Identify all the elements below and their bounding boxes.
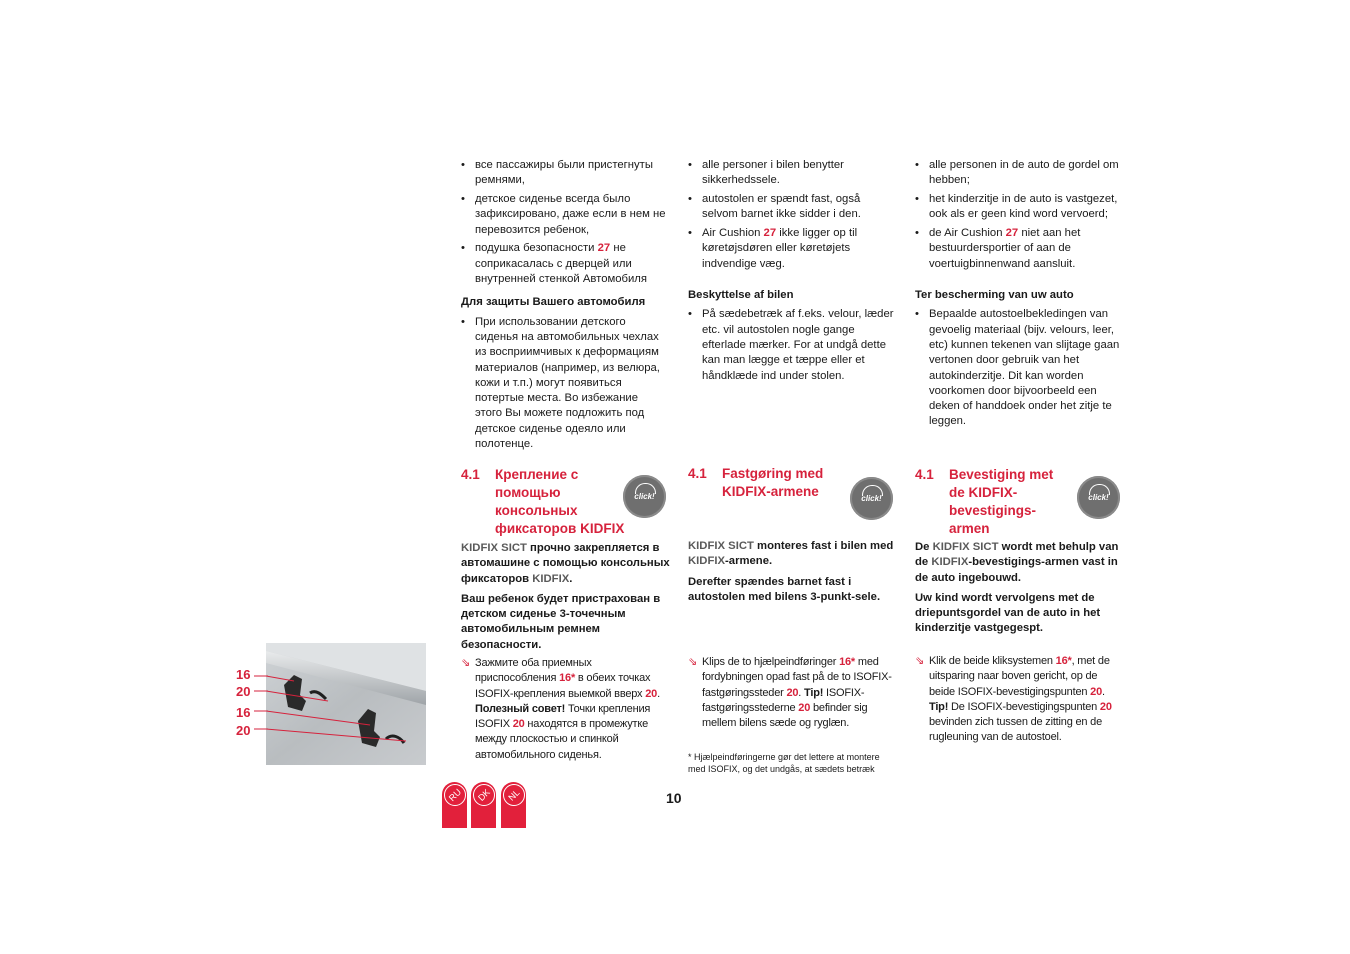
list-item: • Air Cushion 27 ikke ligger op til køretøjsdøren eller køretøjets indvendige væg. — [688, 226, 894, 272]
paragraph: KIDFIX SICT monteres fast i bilen med KIDFIX-armene. — [688, 540, 894, 568]
ru-protect-list — [461, 315, 667, 453]
isofix-photo — [266, 643, 426, 765]
callout-label-16-b: 16 — [236, 705, 251, 720]
list-item: • При использовании детского сиденья на автомобильных чехлах из восприимчивых к деформациям материалов (например, из велюра, кожи и т.п.) могут появиться потертые места. Во избежание этого Вы можете подложить под детское сиденье одеяло или полотенце. — [461, 315, 667, 453]
paragraph: Derefter spændes barnet fast i autostolen med bilens 3-punkt-sele. — [688, 575, 881, 603]
list-item: • подушка безопасности 27 не соприкасалась с дверцей или внутренней стенкой Автомобиля — [461, 241, 667, 287]
arrow-icon: ⇘ — [688, 656, 698, 668]
dk-protect-list — [688, 307, 894, 383]
ru-step: ⇘ Зажмите оба приемных приспособления 16* в обеих точках ISOFIX-крепления выемкой вверх 20. Полезный совет! Точки крепления ISOFIX 20 находятся в промежутке между плоскостью и спинкой автомобильного сиденья. — [461, 657, 660, 761]
nl-section-number: 4.1 — [915, 467, 934, 482]
ru-section-number: 4.1 — [461, 467, 480, 482]
nl-bold-intro — [915, 540, 1125, 642]
column-ru — [461, 158, 667, 458]
language-tab-ru[interactable]: RU — [442, 782, 467, 828]
nl-section-heading — [915, 466, 1125, 540]
list-item: • de Air Cushion 27 niet aan het bestuurdersportier of aan de voertuigbinnenwand aansluit. — [915, 226, 1121, 272]
dk-subheading: Beskyttelse af bilen — [688, 289, 794, 302]
nl-bullet-list — [915, 158, 1121, 272]
list-item: • Bepaalde autostoelbekledingen van gevoelig materiaal (bijv. velours, leer, etc) kunnen tekenen van slijtage gaan vertonen door gebruik van het autokinderzitje. Dit kan worden voorkomen door bijvoorbeeld een deken of handdoek onder het zitje te leggen. — [915, 307, 1121, 429]
nl-section-title: Bevestiging met de KIDFIX-bevestigings-armen — [949, 467, 1054, 536]
dk-footnote: * Hjælpeindføringerne gør det lettere at montere med ISOFIX, og det undgås, at sædets betræk — [688, 752, 880, 774]
callout-label-20-b: 20 — [236, 723, 251, 738]
dk-section-title: Fastgøring med KIDFIX-armene — [722, 466, 824, 499]
list-item: • alle personer i bilen benytter sikkerhedssele. — [688, 158, 894, 189]
click-icon: click! — [850, 477, 893, 520]
paragraph: KIDFIX SICT прочно закрепляется в автомашине с помощью консольных фиксаторов KIDFIX. — [461, 542, 670, 585]
ru-bold-intro — [461, 541, 671, 658]
list-item: • På sædebetræk af f.eks. velour, læder etc. vil autostolen nogle gange efterlade mærker. For at undgå dette kan man lægge et tæppe eller et håndklæde ind under stolen. — [688, 307, 894, 383]
paragraph: De KIDFIX SICT wordt met behulp van de KIDFIX-bevestigings-armen vast in de auto ingebouwd. — [915, 541, 1119, 584]
callout-label-16-a: 16 — [236, 667, 251, 682]
nl-step: ⇘ Klik de beide kliksystemen 16*, met de uitsparing naar boven gericht, op de beide ISOFIX-bevestigingspunten 20. Tip! De ISOFIX-bevestigingspunten 20 bevinden zich tussen de zitting en de rugleuning van de autostoel. — [915, 655, 1112, 744]
ru-section-heading — [461, 466, 671, 540]
click-icon: click! — [1077, 476, 1120, 519]
list-item: • все пассажиры были пристегнуты ремнями, — [461, 158, 667, 189]
dk-bold-intro — [688, 539, 898, 610]
paragraph: Ваш ребенок будет пристрахован в детском сиденье 3-точечным автомобильным ремнем безопасности. — [461, 592, 661, 651]
click-icon: click! — [623, 475, 666, 518]
ru-subheading: Для защиты Вашего автомобиля — [461, 296, 646, 309]
column-dk — [688, 158, 894, 390]
dk-section-number: 4.1 — [688, 466, 707, 481]
paragraph: Uw kind wordt vervolgens met de driepuntsgordel van de auto in het kinderzitje vastgegespt. — [915, 591, 1101, 635]
column-nl — [915, 158, 1121, 436]
dk-bullet-list — [688, 158, 894, 272]
nl-protect-list — [915, 307, 1121, 429]
list-item: • het kinderzitje in de auto is vastgezet, ook als er geen kind word vervoerd; — [915, 192, 1121, 223]
callout-lines — [254, 643, 268, 765]
list-item: • alle personen in de auto de gordel om hebben; — [915, 158, 1121, 189]
dk-step: ⇘ Klips de to hjælpeindføringer 16* med fordybningen opad fast på de to ISOFIX-fastgøringssteder 20. Tip! ISOFIX-fastgøringsstederne 20 befinder sig mellem bilens sæde og ryglæn. — [688, 656, 892, 730]
nl-subheading: Ter bescherming van uw auto — [915, 289, 1074, 302]
arrow-icon: ⇘ — [915, 655, 925, 667]
ru-bullet-list — [461, 158, 667, 287]
dk-section-heading — [688, 465, 898, 521]
callout-label-20-a: 20 — [236, 684, 251, 699]
list-item: • autostolen er spændt fast, også selvom barnet ikke sidder i den. — [688, 192, 894, 223]
language-tab-dk[interactable]: DK — [471, 782, 496, 828]
language-tab-nl[interactable]: NL — [501, 782, 526, 828]
list-item: • детское сиденье всегда было зафиксировано, даже если в нем не перевозится ребенок, — [461, 192, 667, 238]
page-number: 10 — [666, 790, 682, 806]
arrow-icon: ⇘ — [461, 657, 471, 669]
ru-section-title: Крепление с помощью консольных фиксаторов KIDFIX — [495, 467, 625, 536]
